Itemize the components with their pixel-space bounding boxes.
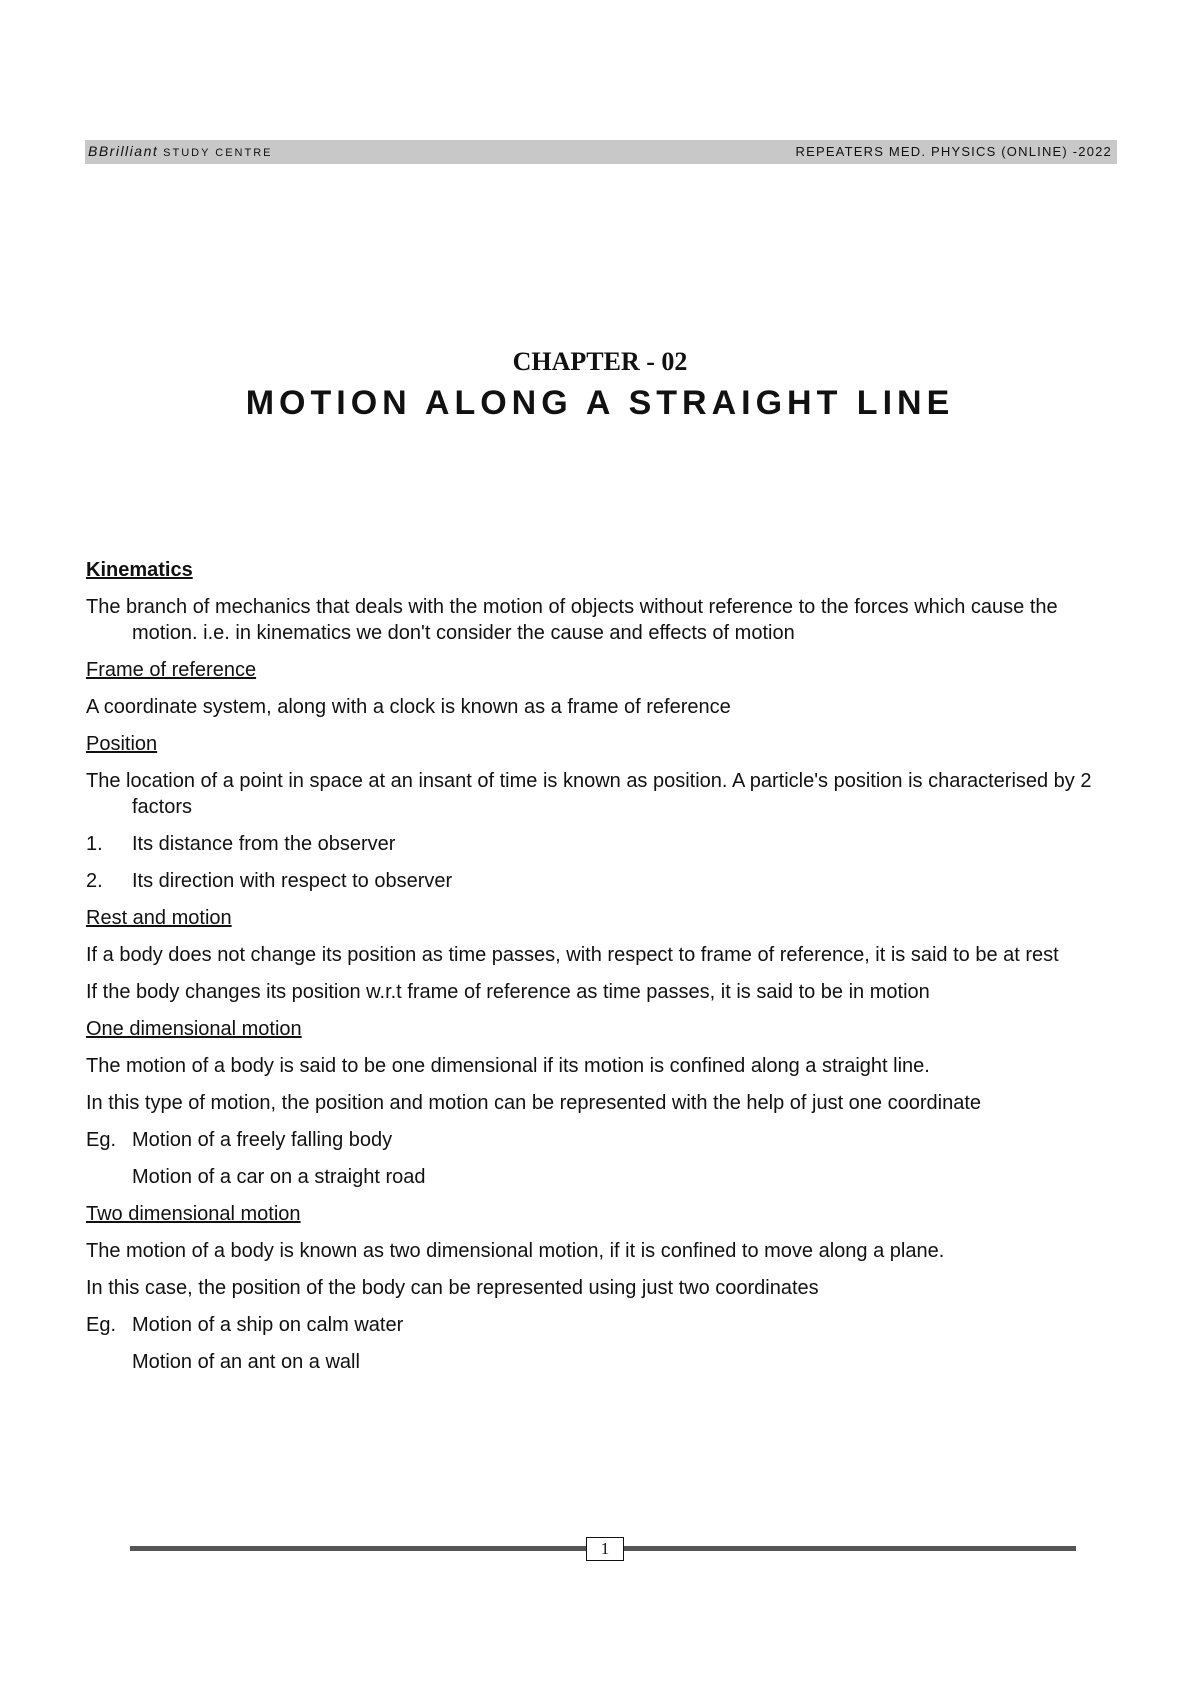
paragraph-frame: A coordinate system, along with a clock is known as a frame of reference <box>86 696 731 718</box>
example-text: Motion of an ant on a wall <box>132 1351 360 1373</box>
paragraph-one-dim-2: In this type of motion, the position and motion can be represented with the help of just one coordinate <box>86 1092 982 1114</box>
chapter-title: MOTION ALONG A STRAIGHT LINE <box>245 384 955 422</box>
section-heading-two-dim: Two dimensional motion <box>86 1203 301 1225</box>
example-item <box>86 1164 1126 1190</box>
brand-centre: STUDY CENTRE <box>163 147 273 159</box>
section-heading-frame: Frame of reference <box>86 659 257 681</box>
chapter-number: CHAPTER - 02 <box>512 347 688 376</box>
example-label: Eg. <box>86 1314 117 1336</box>
example-text: Motion of a ship on calm water <box>132 1314 404 1336</box>
paragraph-position: The location of a point in space at an insant of time is known as position. A particle's position is characterised by 2 factors <box>86 770 1092 818</box>
example-label: Eg. <box>86 1129 117 1151</box>
document-body <box>86 557 1126 1386</box>
list-item <box>86 831 1126 857</box>
list-item-text: Its direction with respect to observer <box>132 870 453 892</box>
paragraph-one-dim-1: The motion of a body is said to be one dimensional if its motion is confined along a straight line. <box>86 1055 930 1077</box>
header-brand <box>88 143 273 159</box>
section-heading-kinematics: Kinematics <box>86 559 193 581</box>
example-item <box>86 1312 1126 1338</box>
list-item-text: Its distance from the observer <box>132 833 396 855</box>
header-course: REPEATERS MED. PHYSICS (ONLINE) -2022 <box>795 144 1112 159</box>
section-heading-position: Position <box>86 733 158 755</box>
section-heading-one-dim: One dimensional motion <box>86 1018 302 1040</box>
paragraph-kinematics: The branch of mechanics that deals with the motion of objects without reference to the forces which cause the motion. i.e. in kinematics we don't consider the cause and effects of motion <box>86 596 1058 644</box>
paragraph-rest-2: If the body changes its position w.r.t frame of reference as time passes, it is said to be in motion <box>86 981 930 1003</box>
section-heading-rest: Rest and motion <box>86 907 232 929</box>
paragraph-rest-1: If a body does not change its position as time passes, with respect to frame of reference, it is said to be at rest <box>86 944 1059 966</box>
list-item <box>86 868 1126 894</box>
example-item <box>86 1127 1126 1153</box>
paragraph-two-dim-1: The motion of a body is known as two dimensional motion, if it is confined to move along a plane. <box>86 1240 945 1262</box>
brand-name: BBrilliant <box>88 143 159 159</box>
list-item-number: 1. <box>86 833 103 855</box>
list-item-number: 2. <box>86 870 103 892</box>
example-text: Motion of a car on a straight road <box>132 1166 426 1188</box>
paragraph-two-dim-2: In this case, the position of the body can be represented using just two coordinates <box>86 1277 819 1299</box>
footer-rule-right <box>624 1546 1076 1551</box>
page-number: 1 <box>586 1537 624 1561</box>
example-text: Motion of a freely falling body <box>132 1129 393 1151</box>
example-item <box>86 1349 1126 1375</box>
footer-rule-left <box>130 1546 586 1551</box>
